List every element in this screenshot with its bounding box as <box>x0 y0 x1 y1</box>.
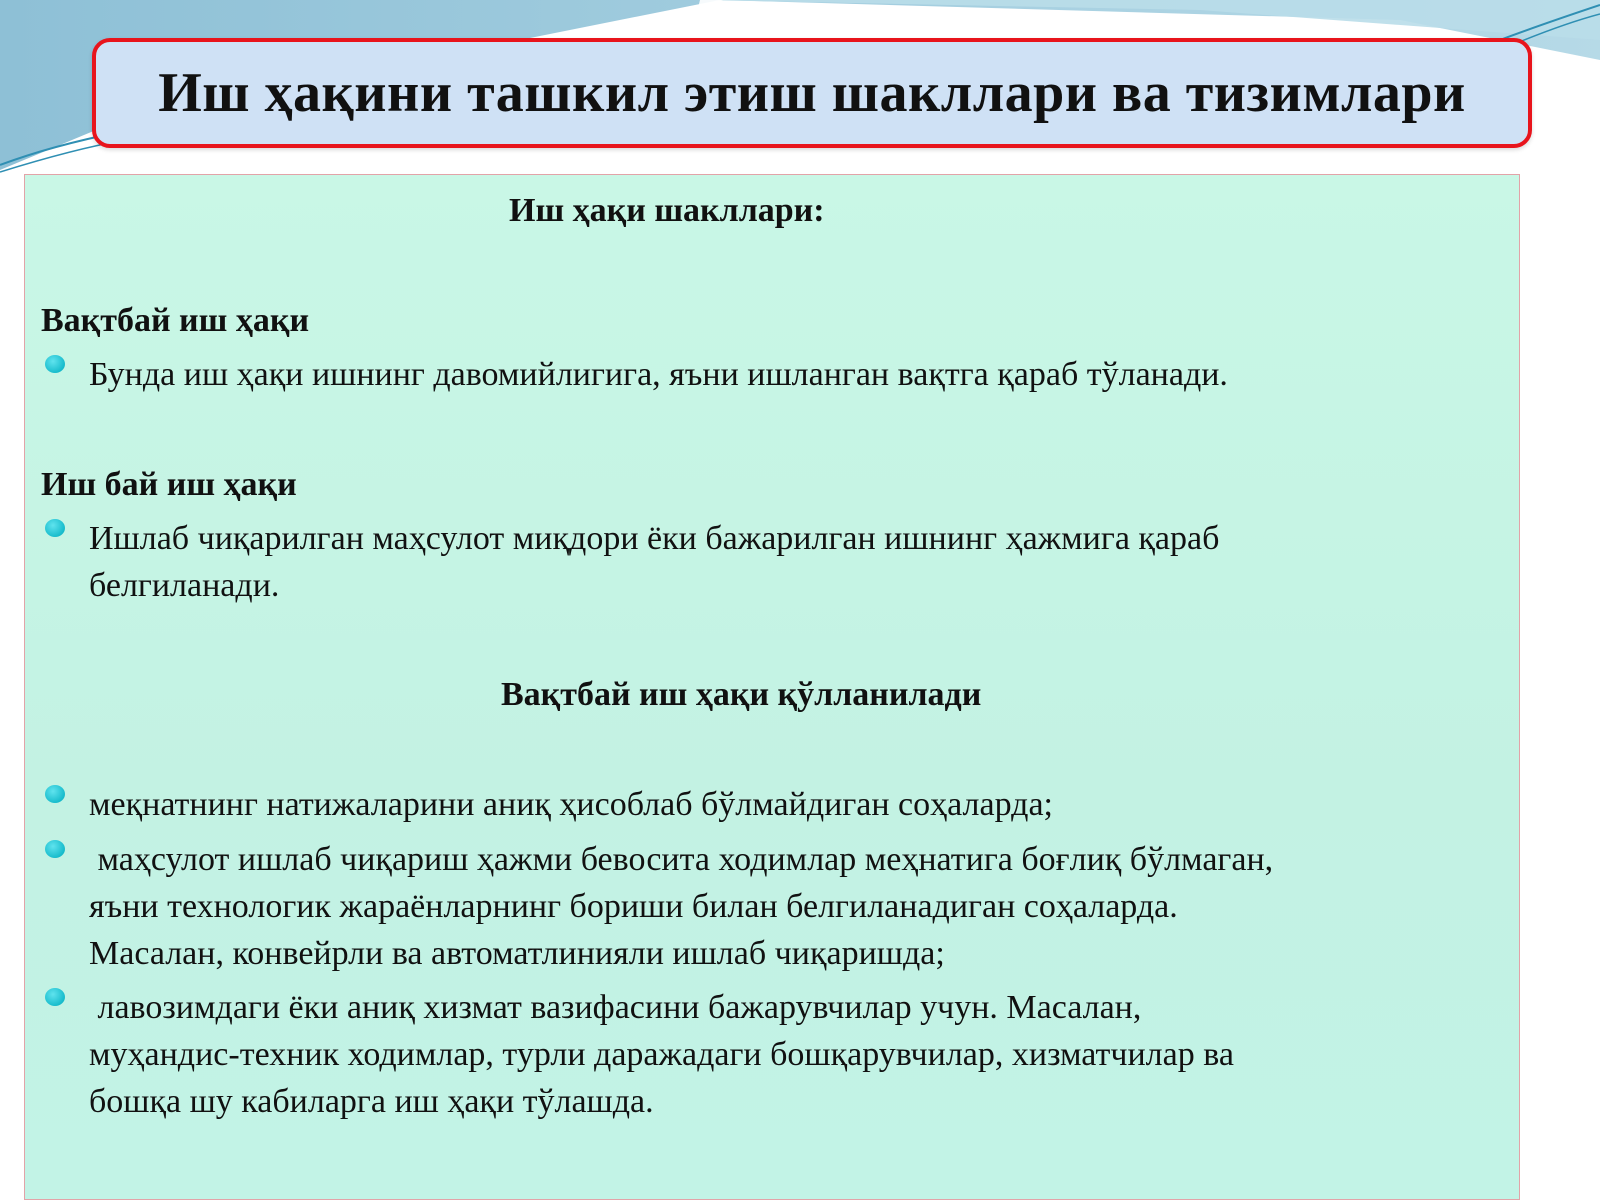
time-wage-description: Бунда иш ҳақи ишнинг давомийлигига, яъни ишланган вақтга қараб тўланади. <box>89 356 1228 393</box>
forms-heading: Иш ҳақи шакллари: <box>509 192 825 229</box>
bullet-marker <box>45 988 65 1006</box>
usage-item-line: меқнатнинг натижаларини аниқ ҳисоблаб бўлмайдиган соҳаларда; <box>89 786 1053 823</box>
usage-item-line: маҳсулот ишлаб чиқариш ҳажми бевосита ходимлар меҳнатига боғлиқ бўлмаган, <box>89 841 1274 878</box>
usage-heading: Вақтбай иш ҳақи қўлланилади <box>501 676 982 713</box>
bullet-marker <box>45 840 65 858</box>
title-box <box>92 38 1532 148</box>
piece-wage-heading: Иш бай иш ҳақи <box>41 466 297 503</box>
usage-item-line: лавозимдаги ёки аниқ хизмат вазифасини бажарувчилар учун. Масалан, <box>89 989 1142 1026</box>
time-wage-heading: Вақтбай иш ҳақи <box>41 302 310 339</box>
content-panel <box>24 174 1520 1200</box>
usage-item-line: муҳандис-техник ходимлар, турли даражадаги бошқарувчилар, хизматчилар ва <box>89 1036 1234 1073</box>
bullet-marker <box>45 519 65 537</box>
bullet-marker <box>45 785 65 803</box>
bullet-marker <box>45 355 65 373</box>
usage-item-line: бошқа шу кабиларга иш ҳақи тўлашда. <box>89 1083 654 1120</box>
piece-wage-description-line: Ишлаб чиқарилган маҳсулот миқдори ёки бажарилган ишнинг ҳажмига қараб <box>89 520 1220 557</box>
usage-item-line: яъни технологик жараёнларнинг бориши билан белгиланадиган соҳаларда. <box>89 888 1178 925</box>
usage-item-line: Масалан, конвейрли ва автоматлинияли ишлаб чиқаришда; <box>89 935 945 972</box>
slide-title: Иш ҳақини ташкил этиш шакллари ва тизимлари <box>158 62 1466 124</box>
piece-wage-description-line: белгиланади. <box>89 567 280 604</box>
